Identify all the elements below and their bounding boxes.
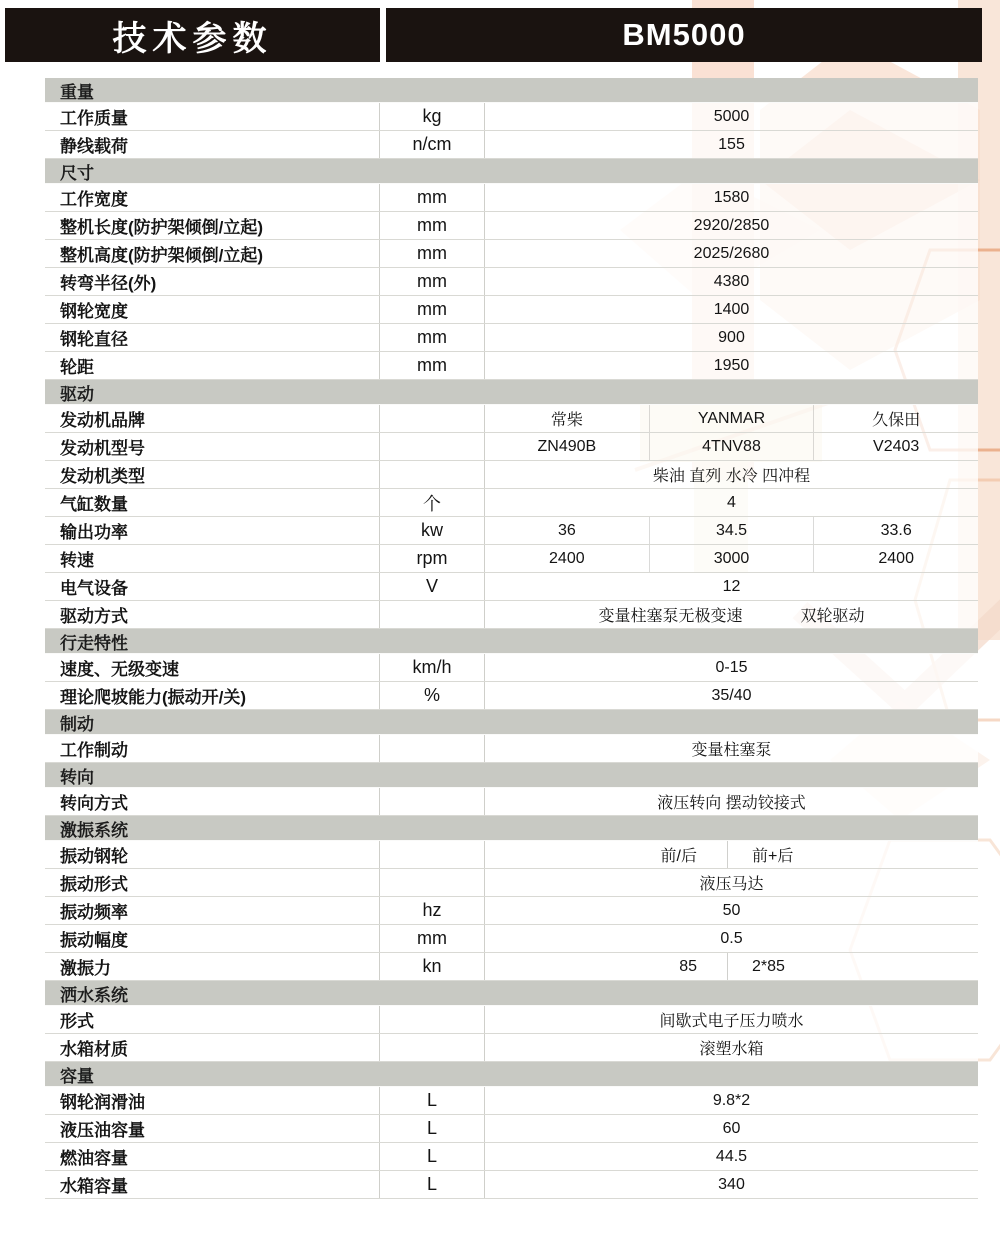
spec-value-cell — [485, 103, 978, 130]
spec-unit: mm — [417, 327, 447, 347]
spec-value-cell — [485, 841, 978, 868]
spec-unit: km/h — [412, 657, 452, 677]
spec-value-cell — [485, 489, 978, 516]
table-row — [45, 405, 978, 433]
table-row — [45, 1034, 978, 1062]
spec-subvalue — [649, 433, 814, 460]
spec-value-text: 2920/2850 — [693, 216, 770, 234]
spec-subvalue-text: 85 — [679, 957, 697, 975]
spec-label: 燃油容量 — [60, 1149, 128, 1168]
spec-value-text: 间歇式电子压力喷水 — [659, 1013, 804, 1030]
spec-value-text: 1580 — [713, 188, 750, 206]
spec-unit-cell — [380, 517, 485, 544]
spec-unit: mm — [417, 355, 447, 375]
spec-unit-cell — [380, 184, 485, 211]
spec-value-cell — [485, 1171, 978, 1198]
spec-label-cell — [45, 788, 380, 815]
spec-label: 转向方式 — [60, 794, 128, 813]
spec-label: 激振力 — [60, 959, 111, 978]
spec-value-text: 340 — [718, 1175, 745, 1193]
spec-unit-cell — [380, 735, 485, 762]
spec-value-text: 变量柱塞泵无极变速 — [598, 608, 743, 625]
section-header — [45, 710, 978, 735]
spec-unit: kw — [421, 520, 443, 540]
spec-subvalue — [485, 841, 728, 868]
section-header — [45, 1062, 978, 1087]
model-title-text: BM5000 — [622, 17, 746, 52]
spec-unit-cell — [380, 296, 485, 323]
spec-subvalue-text: 前/后 — [660, 848, 697, 865]
spec-value-cell — [485, 433, 978, 460]
spec-unit-cell — [380, 788, 485, 815]
spec-value-text: 12 — [722, 577, 741, 595]
spec-subvalue-text: 常柴 — [550, 412, 583, 429]
spec-unit-cell — [380, 461, 485, 488]
spec-unit-cell — [380, 1171, 485, 1198]
spec-label-cell — [45, 1143, 380, 1170]
table-row — [45, 324, 978, 352]
spec-unit-cell — [380, 1034, 485, 1061]
spec-label-cell — [45, 897, 380, 924]
table-row — [45, 1115, 978, 1143]
spec-value-cell — [485, 1087, 978, 1114]
spec-value-cell — [485, 240, 978, 267]
table-row — [45, 240, 978, 268]
spec-value-cell — [485, 573, 978, 600]
spec-unit-cell — [380, 324, 485, 351]
spec-subvalue-text: 久保田 — [872, 412, 921, 429]
section-header — [45, 763, 978, 788]
spec-value-cell — [485, 131, 978, 158]
spec-unit-cell — [380, 1143, 485, 1170]
spec-label: 静线载荷 — [60, 137, 128, 156]
spec-unit: L — [426, 1146, 437, 1166]
section-title: 容量 — [60, 1066, 94, 1086]
table-row — [45, 184, 978, 212]
spec-label: 整机高度(防护架倾倒/立起) — [60, 246, 264, 265]
spec-unit: % — [423, 685, 440, 705]
spec-subvalue — [485, 517, 649, 544]
spec-label: 轮距 — [60, 358, 94, 377]
spec-label: 振动幅度 — [60, 931, 128, 950]
spec-subvalue — [813, 433, 978, 460]
spec-label-cell — [45, 545, 380, 572]
spec-value-cell — [485, 296, 978, 323]
spec-label-cell — [45, 268, 380, 295]
spec-label: 发动机类型 — [60, 467, 145, 486]
table-row — [45, 573, 978, 601]
spec-label-cell — [45, 654, 380, 681]
spec-label: 转弯半径(外) — [60, 274, 157, 293]
spec-value-text: 155 — [718, 135, 745, 153]
spec-unit: mm — [417, 243, 447, 263]
table-row — [45, 869, 978, 897]
spec-unit-cell — [380, 897, 485, 924]
spec-unit: L — [426, 1090, 437, 1110]
spec-label: 钢轮宽度 — [60, 302, 128, 321]
spec-unit: kg — [422, 106, 442, 126]
spec-subvalue-text: ZN490B — [537, 437, 597, 455]
spec-unit-cell — [380, 545, 485, 572]
spec-label-cell — [45, 131, 380, 158]
spec-unit-cell — [380, 925, 485, 952]
spec-unit-cell — [380, 352, 485, 379]
spec-subvalue — [649, 517, 814, 544]
spec-label: 振动形式 — [60, 875, 128, 894]
table-row — [45, 1006, 978, 1034]
spec-subvalue — [485, 953, 728, 980]
spec-unit-cell — [380, 103, 485, 130]
section-header — [45, 981, 978, 1006]
spec-unit-cell — [380, 601, 485, 628]
spec-label: 振动钢轮 — [60, 847, 128, 866]
spec-label-cell — [45, 869, 380, 896]
spec-label-cell — [45, 1034, 380, 1061]
table-row — [45, 296, 978, 324]
spec-unit: L — [426, 1118, 437, 1138]
spec-label: 钢轮直径 — [60, 330, 128, 349]
spec-unit-cell — [380, 953, 485, 980]
spec-unit: mm — [417, 187, 447, 207]
section-title: 制动 — [60, 714, 94, 734]
section-title: 驱动 — [60, 384, 94, 404]
spec-label: 速度、无级变速 — [60, 660, 179, 679]
spec-label: 电气设备 — [60, 579, 128, 598]
spec-unit-cell — [380, 433, 485, 460]
spec-unit: rpm — [416, 548, 448, 568]
spec-label-cell — [45, 433, 380, 460]
spec-label-cell — [45, 601, 380, 628]
table-row — [45, 1171, 978, 1199]
spec-label: 发动机品牌 — [60, 411, 145, 430]
spec-subvalue — [813, 517, 978, 544]
spec-subvalue-text: 36 — [557, 521, 576, 539]
table-row — [45, 545, 978, 573]
table-row — [45, 841, 978, 869]
spec-value-cell — [485, 1006, 978, 1033]
spec-value-cell — [485, 1143, 978, 1170]
spec-label: 输出功率 — [60, 523, 128, 542]
spec-value-text: 1950 — [713, 356, 750, 374]
page-title — [5, 8, 380, 62]
spec-label-cell — [45, 1115, 380, 1142]
spec-value-cell — [485, 897, 978, 924]
table-row — [45, 212, 978, 240]
spec-value-cell — [485, 735, 978, 762]
section-header — [45, 78, 978, 103]
spec-value-text: 2025/2680 — [693, 244, 770, 262]
spec-subvalue-text: 34.5 — [715, 521, 748, 539]
spec-unit-cell — [380, 654, 485, 681]
spec-value-cell — [485, 184, 978, 211]
table-row — [45, 433, 978, 461]
spec-label-cell — [45, 1171, 380, 1198]
spec-subvalue-text: V2403 — [873, 437, 920, 455]
spec-unit-cell — [380, 682, 485, 709]
spec-subvalue — [813, 545, 978, 572]
spec-value-cell — [485, 1115, 978, 1142]
spec-label-cell — [45, 573, 380, 600]
spec-label-cell — [45, 296, 380, 323]
spec-subvalue-text: 2*85 — [752, 957, 785, 975]
spec-value-cell — [485, 268, 978, 295]
spec-label-cell — [45, 925, 380, 952]
spec-value-text: 双轮驱动 — [800, 608, 865, 625]
spec-unit: 个 — [423, 493, 441, 514]
spec-label-cell — [45, 953, 380, 980]
spec-unit-cell — [380, 1115, 485, 1142]
spec-label: 驱动方式 — [60, 607, 128, 626]
table-row — [45, 682, 978, 710]
spec-unit-cell — [380, 240, 485, 267]
spec-label-cell — [45, 324, 380, 351]
spec-subvalue-text: 33.6 — [880, 521, 912, 539]
spec-table — [45, 78, 978, 1199]
spec-value-text: 0.5 — [720, 929, 743, 947]
spec-value-text: 4380 — [713, 272, 750, 290]
spec-value-text: 50 — [722, 901, 741, 919]
spec-label-cell — [45, 103, 380, 130]
spec-subvalue — [813, 405, 978, 432]
spec-unit-cell — [380, 841, 485, 868]
table-row — [45, 1143, 978, 1171]
spec-value-cell — [485, 953, 978, 980]
spec-label: 液压油容量 — [60, 1121, 145, 1140]
table-row — [45, 654, 978, 682]
spec-label: 钢轮润滑油 — [60, 1093, 145, 1112]
spec-label-cell — [45, 352, 380, 379]
table-row — [45, 103, 978, 131]
spec-label-cell — [45, 489, 380, 516]
spec-value-cell — [485, 788, 978, 815]
section-title: 激振系统 — [60, 820, 128, 840]
spec-subvalue — [485, 545, 649, 572]
spec-value-text: 液压转向 摆动铰接式 — [657, 795, 806, 812]
spec-unit: mm — [417, 299, 447, 319]
spec-value-text: 变量柱塞泵 — [691, 742, 772, 759]
spec-label-cell — [45, 461, 380, 488]
spec-label: 工作宽度 — [60, 190, 128, 209]
page-title-text: 技术参数 — [112, 19, 273, 58]
spec-label: 发动机型号 — [60, 439, 145, 458]
section-header — [45, 159, 978, 184]
spec-value-cell — [485, 925, 978, 952]
spec-value-text: 4 — [727, 493, 736, 511]
spec-unit-cell — [380, 1006, 485, 1033]
section-title: 重量 — [60, 82, 94, 102]
spec-label: 工作质量 — [60, 109, 128, 128]
spec-subvalue-text: YANMAR — [697, 409, 766, 427]
section-title: 洒水系统 — [60, 985, 128, 1005]
spec-label: 转速 — [60, 551, 94, 570]
spec-label: 振动频率 — [60, 903, 128, 922]
spec-value-text: 60 — [722, 1119, 741, 1137]
spec-subvalue — [485, 405, 649, 432]
spec-value-cell — [485, 352, 978, 379]
spec-label: 水箱容量 — [60, 1177, 128, 1196]
table-row — [45, 352, 978, 380]
table-row — [45, 601, 978, 629]
table-row — [45, 897, 978, 925]
section-header — [45, 629, 978, 654]
spec-label: 工作制动 — [60, 741, 128, 760]
spec-unit: mm — [417, 928, 447, 948]
spec-subvalue — [649, 405, 814, 432]
spec-value-cell — [485, 869, 978, 896]
spec-label-cell — [45, 1087, 380, 1114]
spec-value-text: 900 — [718, 328, 745, 346]
spec-value-cell — [485, 654, 978, 681]
section-header — [45, 816, 978, 841]
spec-subvalue-text: 4TNV88 — [702, 437, 761, 455]
title-bar — [5, 8, 982, 62]
spec-label-cell — [45, 682, 380, 709]
spec-label: 水箱材质 — [60, 1040, 128, 1059]
spec-value-text: 9.8*2 — [712, 1091, 751, 1109]
spec-value-text: 35/40 — [711, 686, 752, 704]
spec-unit-cell — [380, 405, 485, 432]
spec-unit-cell — [380, 212, 485, 239]
spec-label-cell — [45, 735, 380, 762]
spec-value-cell — [485, 1034, 978, 1061]
spec-unit: n/cm — [412, 134, 452, 154]
spec-unit-cell — [380, 1087, 485, 1114]
spec-value-cell — [485, 324, 978, 351]
spec-unit-cell — [380, 268, 485, 295]
spec-label-cell — [45, 240, 380, 267]
spec-value-text: 5000 — [713, 107, 750, 125]
spec-value-text: 1400 — [713, 300, 750, 318]
spec-label-cell — [45, 841, 380, 868]
spec-label: 形式 — [60, 1012, 94, 1031]
spec-value-cell — [485, 517, 978, 544]
spec-label-cell — [45, 405, 380, 432]
table-row — [45, 489, 978, 517]
spec-subvalue — [728, 953, 978, 980]
spec-unit-cell — [380, 131, 485, 158]
section-title: 转向 — [60, 767, 94, 787]
spec-label-cell — [45, 1006, 380, 1033]
spec-subvalue-text: 2400 — [549, 549, 585, 567]
spec-subvalue — [485, 433, 649, 460]
spec-label-cell — [45, 517, 380, 544]
spec-value-cell — [485, 405, 978, 432]
spec-subvalue-text: 前+后 — [752, 848, 794, 865]
spec-unit: L — [426, 1174, 437, 1194]
spec-unit-cell — [380, 489, 485, 516]
spec-label: 气缸数量 — [60, 495, 128, 514]
table-row — [45, 925, 978, 953]
spec-subvalue-text: 2400 — [878, 549, 914, 567]
section-header — [45, 380, 978, 405]
spec-unit: V — [425, 576, 438, 596]
spec-value-cell — [485, 461, 978, 488]
spec-unit: mm — [417, 215, 447, 235]
spec-unit-cell — [380, 869, 485, 896]
spec-label-cell — [45, 212, 380, 239]
spec-value-cell — [485, 212, 978, 239]
spec-subvalue — [649, 545, 814, 572]
spec-value-cell — [485, 545, 978, 572]
spec-value-text: 滚塑水箱 — [699, 1041, 764, 1058]
spec-unit-cell — [380, 573, 485, 600]
table-row — [45, 953, 978, 981]
spec-label: 理论爬坡能力(振动开/关) — [60, 688, 247, 707]
spec-value-cell — [485, 682, 978, 709]
spec-subvalue — [728, 841, 978, 868]
table-row — [45, 461, 978, 489]
table-row — [45, 1087, 978, 1115]
table-row — [45, 131, 978, 159]
spec-unit: mm — [417, 271, 447, 291]
spec-value-text: 0-15 — [715, 658, 748, 676]
table-row — [45, 788, 978, 816]
spec-value-text: 液压马达 — [699, 876, 764, 893]
spec-value-text: 柴油 直列 水冷 四冲程 — [652, 468, 811, 485]
spec-value-text: 44.5 — [715, 1147, 748, 1165]
spec-label-cell — [45, 184, 380, 211]
table-row — [45, 517, 978, 545]
spec-unit: kn — [422, 956, 442, 976]
section-title: 尺寸 — [60, 163, 94, 183]
spec-unit: hz — [422, 900, 442, 920]
section-title: 行走特性 — [60, 633, 128, 653]
spec-subvalue-text: 3000 — [713, 549, 750, 567]
table-row — [45, 268, 978, 296]
spec-label: 整机长度(防护架倾倒/立起) — [60, 218, 264, 237]
table-row — [45, 735, 978, 763]
spec-value-cell — [485, 601, 978, 628]
model-title — [386, 8, 982, 62]
